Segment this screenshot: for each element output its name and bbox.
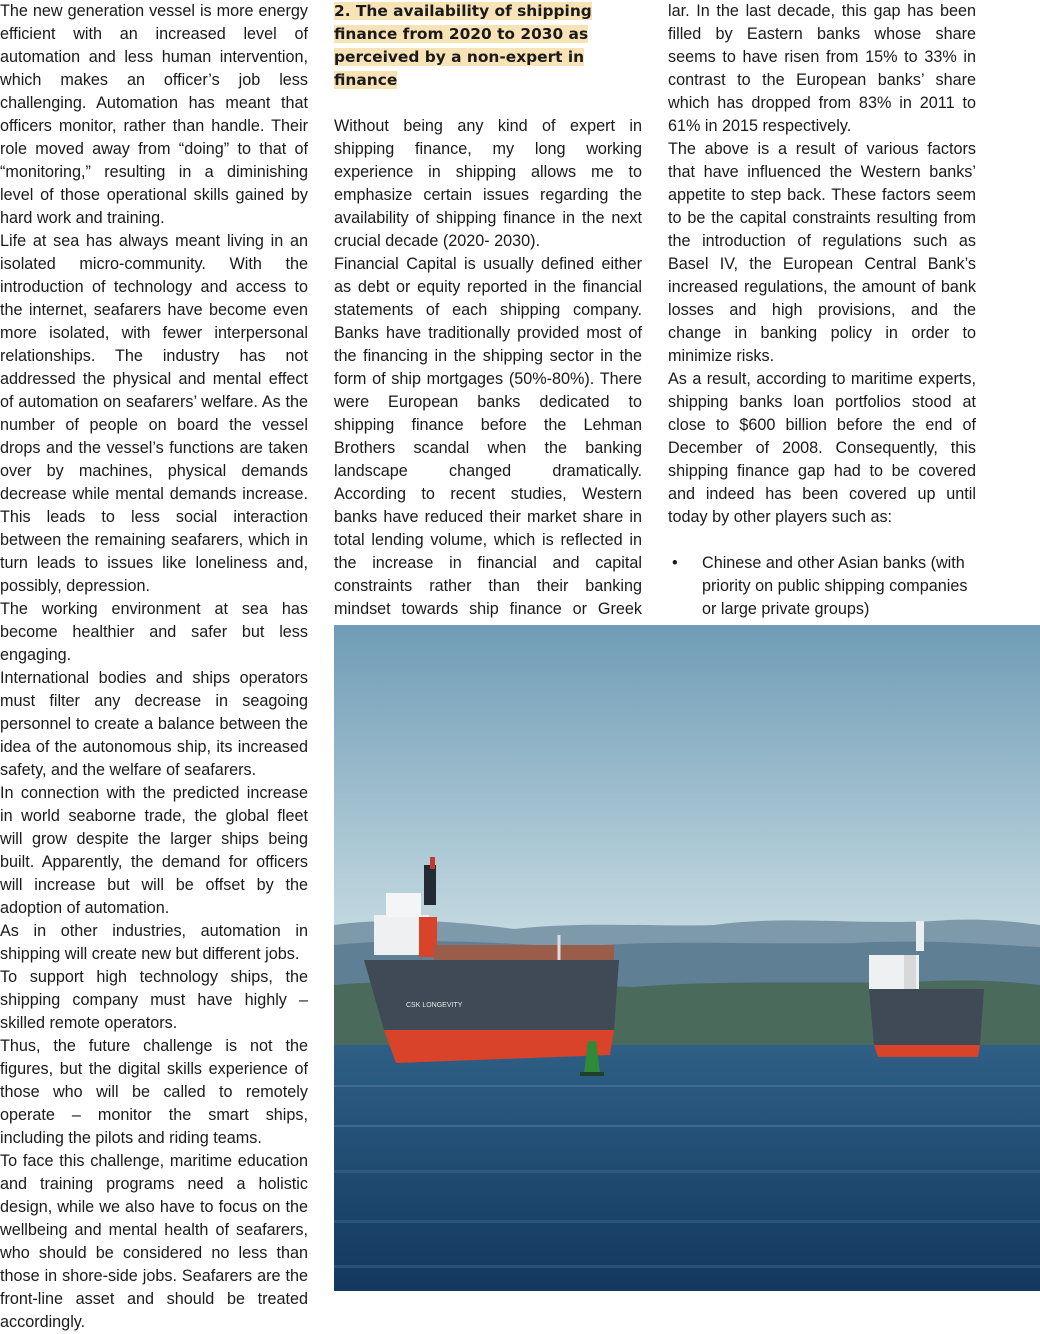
article-column-3 (668, 0, 976, 621)
spacer (668, 529, 976, 552)
paragraph: Financial Capital is usually defined either as debt or equity reported in the financial statements of each shipping company. Banks have traditionally provided most of the financing in the shipping sector in the form of ship mortgages (50%-80%). There were European banks dedicated to shipping finance before the Lehman Brothers scandal when the banking landscape changed dramatically. According to recent studies, Western banks have reduced their market share in total lending volume, which is reflected in the increase in financial and capital constraints rather than their banking mindset towards ship finance or Greek (334, 255, 642, 618)
sky (334, 625, 1040, 945)
bullet-text: Chinese and other Asian banks (with priority on public shipping companies or large private groups) (702, 554, 968, 618)
paragraph: The above is a result of various factors that have influenced the Western banks’ appetite to step back. These factors seem to be the capital constraints resulting from the introduction of regulations such as Basel IV, the European Central Bank’s increased regulations, the amount of bank losses and high provisions, and the change in banking policy in order to minimize risks. (668, 140, 976, 365)
section-heading (334, 0, 642, 92)
paragraph: Life at sea has always meant living in an isolated micro-community. With the introduction of technology and access to the internet, seafarers have become even more isolated, with fewer interpersonal relationships. The industry has not addressed the physical and mental effect of automation on seafarers’ welfare. As the number of people on board the vessel drops and the vessel’s functions are taken over by machines, physical demands decrease while mental demands increase. This leads to less social interaction between the remaining seafarers, which in turn leads to issues like loneliness and, possibly, depression. (0, 232, 308, 595)
bullet-icon: • (672, 554, 678, 572)
paragraph: To face this challenge, maritime education and training programs need a holistic design, while we also have to focus on the wellbeing and mental health of seafarers, who should be considered no less than those in shore-side jobs. Seafarers are the front-line asset and should be treated accordingly. (0, 1152, 308, 1331)
spacer (334, 92, 642, 115)
paragraph: In connection with the predicted increase in world seaborne trade, the global fleet will grow despite the larger ships being built. Apparently, the demand for officers will increase but will be offset by the adoption of automation. (0, 784, 308, 917)
paragraph: The working environment at sea has become healthier and safer but less engaging. (0, 600, 308, 664)
article-column-1 (0, 0, 308, 1334)
paragraph: As in other industries, automation in shipping will create new but different jobs. (0, 922, 308, 963)
ships-photo-illustration (334, 625, 1040, 1291)
paragraph: Without being any kind of expert in shipping finance, my long working experience in shipping allows me to emphasize certain issues regarding the availability of shipping finance in the next crucial decade (2020- 2030). (334, 117, 642, 250)
paragraph: Thus, the future challenge is not the figures, but the digital skills experience of those who will be called to remotely operate – monitor the smart ships, including the pilots and riding teams. (0, 1037, 308, 1147)
ships-photo (334, 625, 1040, 1291)
paragraph: The new generation vessel is more energy efficient with an increased level of automation and less human intervention, which makes an officer’s job less challenging. Automation has meant that officers monitor, rather than handle. Their role moved away from “doing” to that of “monitoring,” resulting in a diminishing level of those operational skills gained by hard work and training. (0, 2, 308, 227)
paragraph: International bodies and ships operators must filter any decrease in seagoing personnel to create a balance between the idea of the autonomous ship, its increased safety, and the welfare of seafarers. (0, 669, 308, 779)
section-heading-text: 2. The availability of shipping finance from 2020 to 2030 as perceived by a non-expert in finance (334, 2, 592, 89)
paragraph: lar. In the last decade, this gap has been filled by Eastern banks whose share seems to have risen from 15% to 33% in contrast to the European banks’ share which has dropped from 83% in 2011 to 61% in 2015 respectively. (668, 2, 976, 135)
paragraph: As a result, according to maritime experts, shipping banks loan portfolios stood at close to $600 billion before the end of December of 2008. Consequently, this shipping finance gap had to be covered and indeed has been covered up until today by other players such as: (668, 370, 976, 526)
bullet-item (668, 552, 976, 621)
ship-left-name: CSK LONGEVITY (406, 1002, 463, 1009)
paragraph: To support high technology ships, the shipping company must have highly – skilled remote operators. (0, 968, 308, 1032)
article-column-2 (334, 0, 642, 644)
sea (334, 1045, 1040, 1291)
